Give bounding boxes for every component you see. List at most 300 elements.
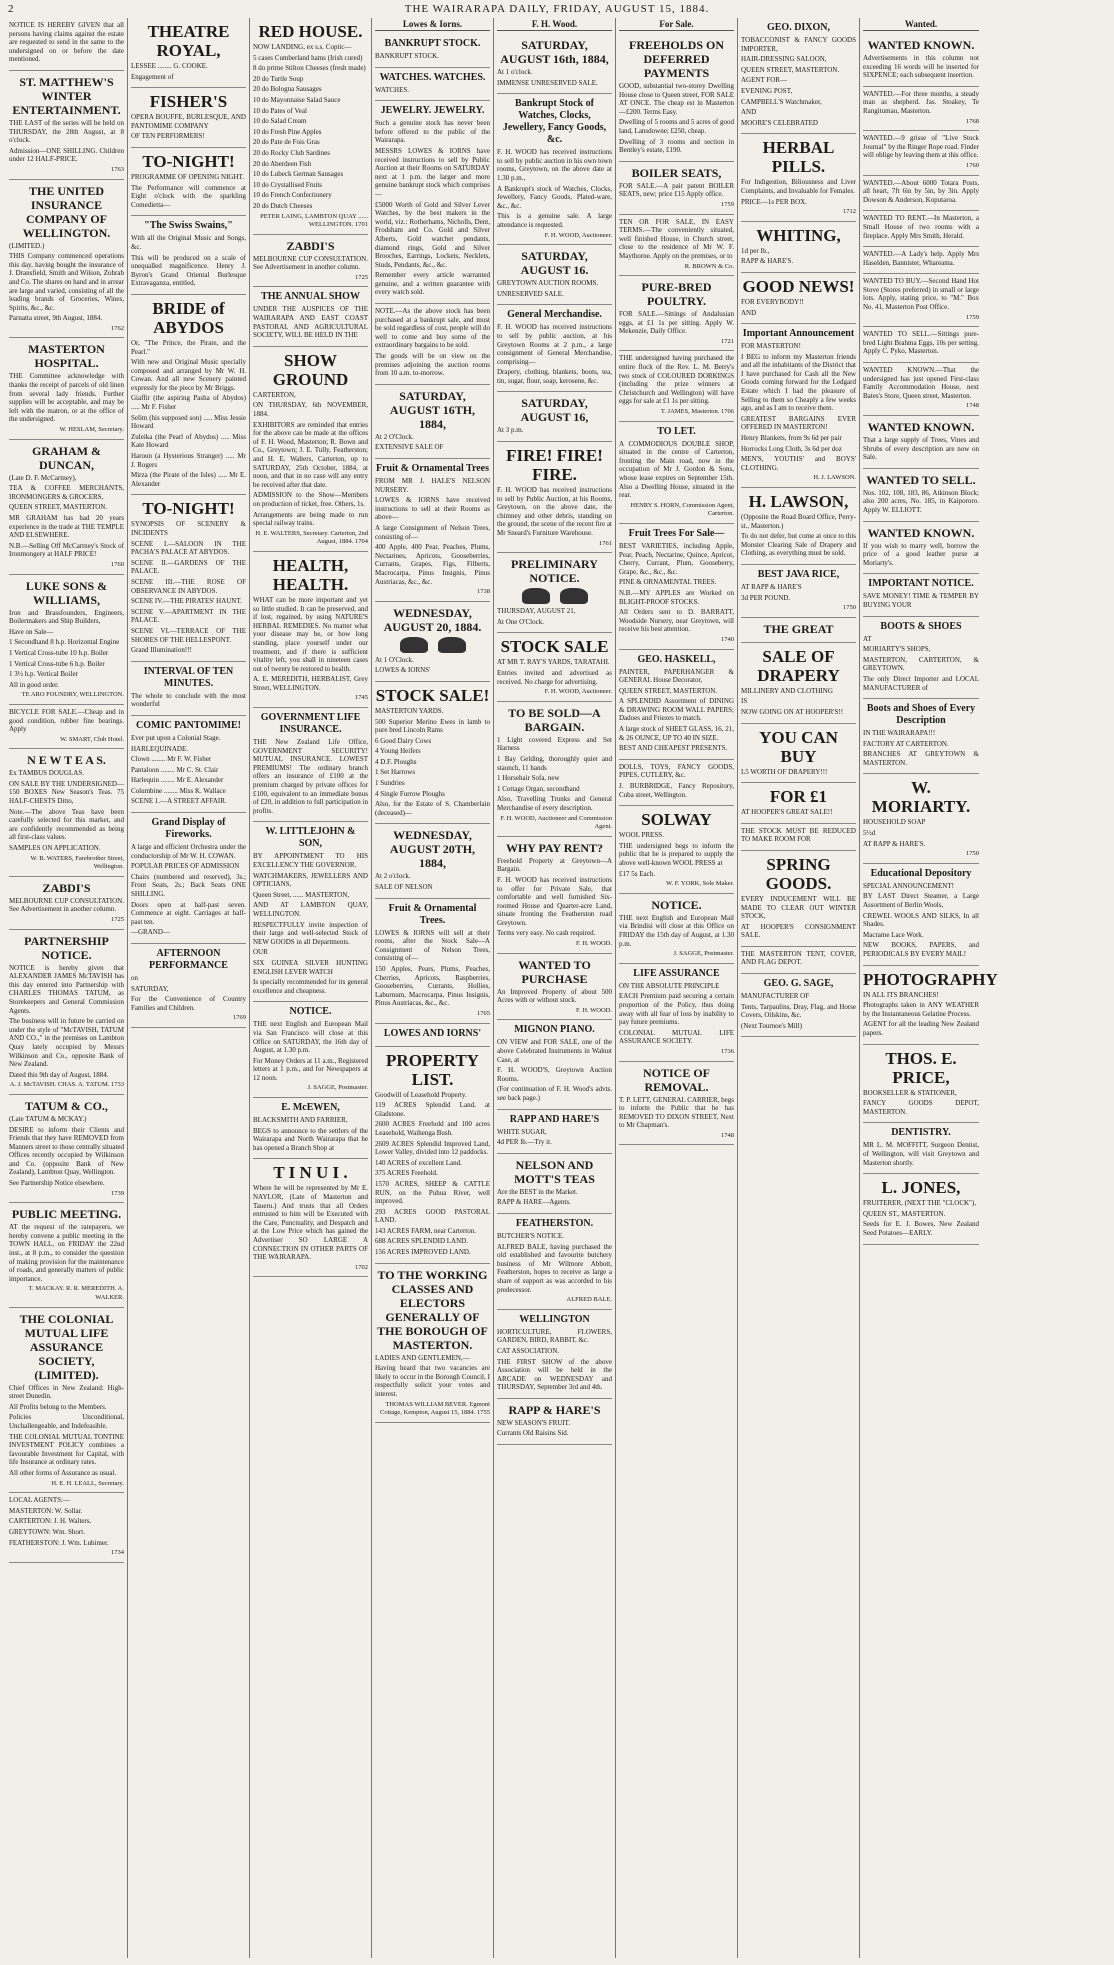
ad-body xyxy=(375,1354,490,1399)
ad-headline: PROPERTY LIST. xyxy=(386,1050,479,1089)
ad-line: F. H. WOOD has received instructions to offer for Private Sale, that comfortable and well furnished Six-roomed House and Quarter-acre Land, situate fronting the Featherston road Greytown. xyxy=(497,875,612,927)
ad-headline: FEATHERSTON. xyxy=(515,1217,594,1229)
ad-line: Ex TAMBUS DOUGLAS. xyxy=(9,769,84,778)
ad-body xyxy=(741,768,856,777)
advertisement xyxy=(497,392,612,442)
ad-line: BY APPOINTMENT TO HIS EXCELLENCY THE GOVERNOR. xyxy=(253,852,368,869)
ad-headline: T I N U I . xyxy=(273,1163,348,1183)
ad-headline: YOU CAN BUY xyxy=(759,727,838,766)
ad-body xyxy=(497,323,612,385)
advertisement xyxy=(9,180,124,339)
column-heading: Lowes & Iorns. xyxy=(375,18,490,31)
ad-headline: "The Swiss Swains," xyxy=(144,220,233,232)
ad-body xyxy=(9,242,124,323)
ad-body xyxy=(619,310,734,336)
ad-line: FEATHERSTON: J. Wm. Lubimer. xyxy=(9,1538,109,1547)
ad-line: PROGRAMME OF OPENING NIGHT. xyxy=(131,172,245,181)
ad-signature: THOMAS WILLIAM BEVER. Egmont Cottage, Kempton, August 15, 1884. 1755 xyxy=(380,1400,490,1417)
ad-headline: LOWES AND IORNS' xyxy=(383,1027,482,1039)
ad-line: MASTERTON: W. Sollar. xyxy=(9,1506,83,1515)
ad-body xyxy=(131,234,246,288)
advertisement xyxy=(497,837,612,954)
ad-headline: Fruit & Ornamental Trees xyxy=(375,463,490,474)
advertisement xyxy=(497,245,612,305)
cow-icon xyxy=(522,588,550,604)
ad-line: Policies Unconditional, Unchallengeable, and Indefeasible. xyxy=(9,1413,124,1430)
advertisement xyxy=(741,488,856,565)
ad-line: POPULAR PRICES OF ADMISSION xyxy=(131,862,240,871)
ad-line: UNRESERVED SALE. xyxy=(497,289,564,298)
ad-body xyxy=(741,583,856,602)
advertisement xyxy=(253,1098,368,1159)
ad-line: Engagement of xyxy=(131,72,174,81)
ad-signature: T. MACKAY. R. R. MEREDITH. A. WALKER. xyxy=(28,1285,124,1301)
ad-signature: 1750 xyxy=(843,604,856,612)
column-3 xyxy=(250,18,372,1958)
advertisement xyxy=(863,574,979,616)
ad-line: Parnatta street, 9th August, 1884. xyxy=(9,314,103,323)
ad-line: Chief Offices in New Zealand: High-street Dunedin. xyxy=(9,1383,124,1401)
ad-body xyxy=(131,734,246,806)
advertisement xyxy=(375,824,490,898)
ad-line: AT the request of the ratepayers, we hereby convene a public meeting in the TOWN HALL, on FRIDAY the 22nd inst., at 8 p.m., to consider the question of making provision for the maintenance of roads, and generally matters of public importance. xyxy=(9,1223,124,1283)
ad-line: Terms very easy. No cash required. xyxy=(497,929,596,938)
advertisement xyxy=(497,702,612,837)
ad-line: FROM MR J. HALE'S NELSON NURSERY. xyxy=(375,477,490,494)
ad-line: 1 Set Harrows xyxy=(375,768,416,777)
ad-headline: THE COLONIAL MUTUAL LIFE ASSURANCE SOCIETY, (LIMITED). xyxy=(19,1311,114,1382)
ad-headline: NOTICE OF REMOVAL. xyxy=(642,1065,710,1094)
ad-line: IS xyxy=(741,697,748,706)
advertisement xyxy=(619,964,734,1062)
ad-line: LOWES & IORNS will sell at their rooms, after the Stock Sale—A Consignment of Nelson Trees, consisting of— xyxy=(375,928,490,963)
ad-line: CARTERTON: J. H. Walters. xyxy=(9,1517,92,1526)
ad-body xyxy=(253,1184,368,1261)
ad-line: BRANCHES AT GREYTOWN & MASTERTON. xyxy=(863,750,979,767)
ad-line: OPERA BOUFFE, BURLESQUE, AND PANTOMIME COMPANY xyxy=(131,113,246,130)
ad-line: 143 ACRES FARM, near Carterton. xyxy=(375,1226,476,1235)
ad-body xyxy=(863,635,979,693)
ad-line: Is specially recommended for its general excellence and cheapness. xyxy=(253,978,368,995)
advertisement xyxy=(131,716,246,813)
ad-body xyxy=(375,1091,490,1257)
advertisement xyxy=(253,235,368,288)
ad-line: A large and efficient Orchestra under the conductorship of Mr W. H. COWAN. xyxy=(131,843,246,860)
ad-headline: SALE OF DRAPERY xyxy=(757,646,840,685)
ad-line: That a large supply of Trees, Vines and Shrubs of every description are now on Sale. xyxy=(863,436,979,462)
ad-line: 4 Single Furrow Ploughs xyxy=(375,789,445,798)
advertisement xyxy=(9,440,124,575)
ad-line: Ever put upon a Colonial Stage. xyxy=(131,733,221,742)
advertisement xyxy=(497,305,612,392)
ad-line: RAPP & HARE'S. xyxy=(741,257,794,266)
ad-line: 119 ACRES Splendid Land, at Gladstone. xyxy=(375,1101,490,1118)
ad-line: All Orders sent to D. BARRATT, Woodside Nursery, near Greytown, will receive his best attention. xyxy=(619,608,734,634)
advertisement xyxy=(863,327,979,363)
ad-line: FOR SALE.—Sittings of Andalusian eggs, at £1 1s per sitting. Apply W. Mekenzie, Daily Office. xyxy=(619,310,734,336)
ad-headline: GOVERNMENT LIFE INSURANCE. xyxy=(260,712,361,736)
ad-body xyxy=(619,542,734,634)
ad-headline: BOOTS & SHOES xyxy=(880,620,962,632)
ad-line: At 3 p.m. xyxy=(497,426,524,435)
ad-line: SCENE 1.—A STREET AFFAIR. xyxy=(131,797,227,806)
ad-body xyxy=(863,90,979,116)
ad-headline: Educational Depository xyxy=(870,867,972,879)
ad-body xyxy=(497,1419,612,1438)
advertisement xyxy=(375,1024,490,1047)
ad-line: EXHIBITORS are reminded that entries for the above can be made at the offices of F. H. Wood, Masterton; R. Bown and Co., Greytown; J. E. Tully, Featherston; and H. E. Walters, Carterton, up to SATURDAY, 25th October, 1884, at noon, and that in no case will any entry be received after that date. xyxy=(253,420,368,489)
ad-signature: 1760 xyxy=(111,560,124,568)
ad-line: (Late TATUM & MCKAY.) xyxy=(9,1114,87,1123)
ad-body xyxy=(9,964,124,1080)
column-heading: Wanted. xyxy=(863,18,979,31)
ad-body xyxy=(619,763,734,799)
ad-line: Seeds for E. J. Bowes, New Zealand Seed Potatoes—EARLY. xyxy=(863,1220,979,1237)
ad-line: HAIR-DRESSING SALOON, xyxy=(741,55,827,64)
ad-line: Dwelling of 3 rooms and section in Bentley's estate, £190. xyxy=(619,137,734,155)
ad-line: At One O'Clock. xyxy=(497,617,544,626)
ad-line: Henry Blankets, from 9s 6d per pair xyxy=(741,434,842,443)
ad-headline: L. JONES, xyxy=(881,1178,961,1198)
ad-signature: HENRY S. HORN, Commission Agent, Carterton. xyxy=(630,501,734,518)
ad-headline: ST. MATTHEW'S WINTER ENTERTAINMENT. xyxy=(12,74,121,117)
ad-line: WATCHES. xyxy=(375,85,410,94)
ad-line: Iron and Brassfounders, Engineers, Boilermakers and Ship Builders, xyxy=(9,608,124,626)
ad-body xyxy=(741,895,856,940)
ad-signature: 1734 xyxy=(111,1549,124,1557)
ad-line: Such a genuine stock has never been before offered to the public of the Wairarapa. xyxy=(375,119,490,145)
ad-body xyxy=(863,436,979,462)
advertisement xyxy=(131,18,246,88)
ad-line: BY LAST Direct Steamer, a Large Assortment of Berlin Wools, xyxy=(863,892,979,910)
ad-headline: PUBLIC MEETING. xyxy=(11,1207,122,1222)
ad-signature: W. SMART, Club Hotel. xyxy=(60,735,124,743)
advertisement xyxy=(375,459,490,602)
ad-line: 375 ACRES Freehold. xyxy=(375,1169,438,1178)
column-5 xyxy=(494,18,616,1958)
ad-line: TEN OR FOR SALE, IN EASY TERMS.—The conveniently situated, well finished House, in Church street, close to the residence of Mr W. F. Maythorne. Apply on the premises, or to xyxy=(619,217,734,260)
ad-line: RESPECTFULLY invite inspection of their large and well-selected Stock of NEW GOODS in all Departments. xyxy=(253,920,368,946)
ad-line: 156 ACRES IMPROVED LAND. xyxy=(375,1248,471,1257)
ad-line: Grand Illumination!!! xyxy=(131,646,192,655)
ad-body xyxy=(375,656,490,675)
ad-line: THE LAST of the series will be held on THURSDAY, the 28th August, at 8 o'clock. xyxy=(9,118,124,145)
advertisement xyxy=(9,877,124,930)
ad-body xyxy=(9,1384,124,1478)
ad-line: BICYCLE FOR SALE.—Cheap and in good condition, rubber fine bearings. Apply xyxy=(9,707,124,734)
ad-line: SALE OF NELSON xyxy=(375,883,433,892)
ad-line: Advertisements in this column not exceeding 16 words will be inserted for SIXPENCE; each subsequent insertion. xyxy=(863,54,979,80)
advertisement xyxy=(253,822,368,1002)
ad-body xyxy=(375,872,490,891)
ad-line: A large stock of SHEET GLASS, 16, 21, & 26 OUNCE, UP TO 40 IN SIZE. xyxy=(619,725,734,742)
ad-line: BEST AND CHEAPEST PRESENTS. xyxy=(619,744,728,753)
ad-headline: MIGNON PIANO. xyxy=(514,1024,595,1036)
advertisement xyxy=(375,304,490,385)
ad-line: Where he will be represented by Mr E. NAYLOR, (Late of Masterton and Taueru.) And trusts that all Orders entrusted to him will be Executed with the Care, Punctuality, and Despatch and at the Low Price which has gained the Advertiser SO LARGE A CONNECTION IN OTHER PARTS OF THE WAIRARAPA. xyxy=(253,1184,368,1262)
ad-headline: RAPP AND HARE'S xyxy=(509,1113,600,1125)
ad-line: MELBOURNE CUP CONSULTATION. See Advertisement in another column. xyxy=(9,896,124,914)
ad-line: WANTED.—9 grisse of "Live Stock Journal" by the Ringer Rope road. Finder will oblige by leaving them at this office. xyxy=(863,134,979,160)
ad-line: NEW BOOKS, PAPERS, and PERIODICALS BY EVERY MAIL! xyxy=(863,941,979,958)
ad-line: LOWES & IORNS have received instructions to sell at their Rooms as above— xyxy=(375,496,490,522)
advertisement xyxy=(619,894,734,964)
ad-headline: TO LET. xyxy=(657,425,696,437)
ad-line: AGENT for all the leading New Zealand papers. xyxy=(863,1020,979,1037)
ad-headline: HEALTH, HEALTH. xyxy=(272,555,349,594)
ad-signature: H. E. WALTERS, Secretary. Carterton, 2nd August, 1884. 1704 xyxy=(255,529,368,546)
advertisement xyxy=(863,1045,979,1124)
ad-body xyxy=(9,1115,124,1188)
ad-headline: TO-NIGHT! xyxy=(142,499,235,519)
ad-headline: LUKE SONS & WILLIAMS, xyxy=(25,578,108,607)
ad-body xyxy=(131,173,246,209)
ad-signature: R. BROWN & Co. xyxy=(684,262,734,270)
ad-line: A Bankrupt's stock of Watches, Clocks, Jewellery, Fancy Goods, Plated-ware, &c., &c. xyxy=(497,184,612,210)
advertisement xyxy=(9,1203,124,1307)
advertisement xyxy=(863,522,979,575)
ad-body xyxy=(497,1328,612,1392)
ad-line: Chairs (numbered and reserved), 3s.; Front Seats, 2s.; Back Seats ONE SHILLING. xyxy=(131,872,246,899)
ad-line: THURSDAY, AUGUST 21, xyxy=(497,607,576,616)
ad-line: THIS Company commenced operations this day, having bought the insurance of J. Dransfield, Smith and Wilson, Zohrab and Co. The shares on hand and in arrear are large and varied, consisting of all the leading brands of Groceries, Wines, Spirits, &c., &c. xyxy=(9,252,124,312)
ad-body xyxy=(9,474,124,559)
ad-line: At 2 o'clock. xyxy=(375,872,411,881)
ad-headline: WANTED KNOWN. xyxy=(867,420,975,434)
ad-line: IN ALL ITS BRANCHES! xyxy=(863,990,939,999)
advertisement xyxy=(253,18,368,235)
ad-line: QUEEN STREET, MASTERTON. xyxy=(9,503,108,512)
ad-line: on xyxy=(131,974,138,982)
ad-line: SCENE V.—APARTMENT IN THE PALACE. xyxy=(131,607,246,625)
advertisement xyxy=(497,442,612,553)
ad-line: AT MR T. RAY'S YARDS, TARATAHI. xyxy=(497,658,610,667)
ad-signature: 1759 xyxy=(966,313,979,321)
ad-headline: TO THE WORKING CLASSES AND ELECTORS GENERALLY OF THE BOROUGH OF MASTERTON. xyxy=(377,1267,488,1352)
ad-line: MANUFACTURER OF xyxy=(741,992,810,1001)
masthead xyxy=(0,0,1114,18)
ad-signature: 1725 xyxy=(111,916,124,923)
ad-line: 293 ACRES GOOD PASTORAL LAND. xyxy=(375,1207,490,1225)
ad-line: Horrocks Long Cloth, 3s 6d per doz xyxy=(741,444,842,453)
ad-line: Arrangements are being made to run special railway trains. xyxy=(253,510,368,528)
ad-headline: SATURDAY, AUGUST 16TH, 1884, xyxy=(389,388,476,431)
ad-body xyxy=(9,119,124,164)
ad-body xyxy=(741,827,856,844)
advertisement xyxy=(9,338,124,439)
ad-line: Pantaloon ........ Mr C. St. Clair xyxy=(131,765,219,774)
ad-body xyxy=(863,729,979,767)
ad-headline: BANKRUPT STOCK. xyxy=(384,38,481,49)
ad-headline: WEDNESDAY, AUGUST 20TH, 1884, xyxy=(389,828,476,871)
ad-line: (Late D. F. McCartney), xyxy=(9,473,77,482)
ad-line: 8 do prime Stilton Cheeses (fresh made) xyxy=(253,64,366,73)
ad-line: LESSEE ........ G. COOKE. xyxy=(131,62,208,70)
ad-signature: F. H. WOOD, Auctioneer. xyxy=(544,688,612,696)
ad-line: F. H. WOOD has received instructions to sell by public auction in his own town rooms, Greytown, on the above date at 1.30 p.m., xyxy=(497,148,612,182)
ad-line: £5000 Worth of Gold and Silver Lever Watches, by the best makers in the world, viz.: Rotherhams, Nicholls, Dent, Frodsham and Co. Gold and Silver Alberts, Gold watchet pendants, diamond rings, Gold and Silver Brooches, Earrings, Lockets, Necklets, Studs, Pendants, &c., &c. xyxy=(375,200,490,269)
ad-line: AND xyxy=(741,308,757,317)
advertisement xyxy=(863,864,979,966)
ad-headline: Fruit & Ornamental Trees. xyxy=(388,902,477,926)
advertisement xyxy=(863,211,979,247)
ad-line: NOW LANDING, ex s.s. Coptic— xyxy=(253,43,352,51)
ad-line: Tents, Tarpaulins, Dray, Flag, and Horse Covers, Oilskins, &c. xyxy=(741,1002,856,1020)
advertisement xyxy=(497,633,612,701)
ad-body xyxy=(741,992,856,1030)
ad-body xyxy=(863,818,979,848)
ad-body xyxy=(619,440,734,500)
ad-headline: JEWELRY. JEWELRY. xyxy=(380,105,485,117)
ad-line: Are the BEST in the Market. xyxy=(497,1187,578,1196)
ad-body xyxy=(741,808,856,817)
ad-line: N.B.—Selling Off McCartney's Stock of Ironmongery at HALF PRICE! xyxy=(9,541,124,559)
ad-headline: ZABDI'S xyxy=(42,880,91,895)
ad-signature: 1745 xyxy=(355,694,368,702)
ad-line: ON VIEW and FOR SALE, one of the above Celebrated Instruments in Walnut Case, at xyxy=(497,1038,612,1064)
ad-headline: Bankrupt Stock of Watches, Clocks, Jewellery, Fancy Goods, &c. xyxy=(502,98,607,146)
ad-body xyxy=(619,354,734,406)
ad-line: 20 do Dutch Cheeses xyxy=(253,201,313,210)
ad-line: NOTE.—As the above stock has been purchased at a bankrupt sale, and must be sold regardless of cost, people will do well to come and buy some of the extraordinary bargains to be sold. xyxy=(375,307,490,350)
advertisement xyxy=(131,88,246,148)
ad-line: FACTORY AT CARTERTON. xyxy=(863,739,949,748)
advertisement xyxy=(863,87,979,131)
ad-line: Goodwill of Leasehold Property. xyxy=(375,1090,467,1099)
ad-signature: 1712 xyxy=(843,208,856,216)
advertisement xyxy=(131,495,246,661)
ad-line: AT HOOPER'S GREAT SALE!! xyxy=(741,808,833,817)
ad-body xyxy=(497,1188,612,1207)
ad-body xyxy=(497,857,612,938)
advertisement xyxy=(497,34,612,94)
ad-line: WHAT can be more important and yet so little studied. It can be preserved, and if lost, regained, by using NATURE'S HERBAL REMEDIES. No matter what your disease may be, or how long standing, place yourself under our treatment, and if there is sufficient vitality left, you shall in nineteen cases out of twenty be restored to health. xyxy=(253,595,368,673)
ad-line: 2609 ACRES Splendid Improved Land, Lower Valley, divided into 12 paddocks. xyxy=(375,1139,490,1157)
ad-line: Giaffir (the aspiring Pasha of Abydos) ..... Mr F. Fisher xyxy=(131,394,246,412)
ad-line: 1570 ACRES, SHEEP & CATTLE RUN, on the Puhua River, well improved. xyxy=(375,1179,490,1206)
ad-headline: BRIDE of ABYDOS xyxy=(152,298,225,337)
advertisement xyxy=(253,552,368,708)
ad-line: Freehold Property at Greytown—A Bargain. xyxy=(497,856,612,874)
advertisement xyxy=(9,71,124,180)
ad-signature: 1750 xyxy=(966,850,979,858)
ad-headline: BEST JAVA RICE, xyxy=(757,568,840,580)
ad-line: —GRAND— xyxy=(131,928,170,937)
ad-signature: F. H. WOOD, Auctioneer and Commission Agent. xyxy=(500,814,612,831)
ad-body xyxy=(863,277,979,311)
ad-line: An Improved Property of about 500 Acres with or without stock. xyxy=(497,987,612,1005)
ad-line: Having heard that two vacancies are likely to occur in the Borough Council, I respectfully solicit your votes and interest. xyxy=(375,1364,490,1399)
ad-line: EVERY INDUCEMENT WILL BE MADE TO CLEAR OUT WINTER STOCK, xyxy=(741,894,856,921)
ad-body xyxy=(863,1141,979,1167)
ad-line: UNDER THE AUSPICES OF THE WAIRARAPA AND EAST COAST PASTORAL AND AGRICULTURAL SOCIETY, WILL BE HELD IN THE xyxy=(253,305,368,340)
advertisement xyxy=(497,1110,612,1154)
ad-headline: FIRE! FIRE! FIRE. xyxy=(506,446,603,485)
ad-body xyxy=(375,477,490,586)
ad-line: AND AT LAMBTON QUAY, WELLINGTON. xyxy=(253,901,368,918)
ad-line: At 1 o'clock. xyxy=(497,68,533,76)
ad-signature: 1748 xyxy=(721,1131,734,1139)
ad-line: F. H. WOOD has received instructions to sell by public auction, at his Greytown Rooms at 2 p.m., a large consignment of General Merchandise, comprising— xyxy=(497,323,612,366)
ad-line: ON THURSDAY, 6th NOVEMBER, 1884. xyxy=(253,401,368,419)
ad-line: Entries invited and advertised as received. No charge for advertising. xyxy=(497,669,612,686)
ad-headline: SATURDAY, AUGUST 16, xyxy=(520,396,589,425)
ad-headline: SOLWAY xyxy=(641,810,712,830)
ad-signature: 1725 xyxy=(355,273,368,281)
ad-line: GREYTOWN: Wm. Short. xyxy=(9,1527,85,1536)
ad-body xyxy=(375,52,490,61)
ad-line: FOR EVERYBODY!! xyxy=(741,297,804,306)
advertisement xyxy=(375,68,490,102)
ad-headline: DENTISTRY. xyxy=(891,1127,951,1139)
ad-line: LOCAL AGENTS:— xyxy=(9,1496,70,1505)
ad-headline: WANTED TO PURCHASE xyxy=(518,957,591,986)
advertisement xyxy=(375,101,490,304)
ad-line: This will be produced on a scale of unequalled magnificence. Henry J. Byron's Grand Oriental Burlesque Extravaganza, entitled, xyxy=(131,253,246,288)
ad-line: WATCHMAKERS, JEWELLERS AND OPTICIANS, xyxy=(253,871,368,889)
ad-line: AT RAPP & HARE'S xyxy=(741,582,802,591)
ad-line: 10 do Mayonnaise Salad Sauce xyxy=(253,95,341,104)
ad-line: BOOKSELLER & STATIONER, xyxy=(863,1088,957,1097)
ad-line: NOTICE is hereby given that ALEXANDER JAMES McTAVISH has this day entered into Partnership with CHARLES THOMAS TATUM, as Storekeepers and General Commission Agents. xyxy=(9,963,124,1015)
ad-line: MEN'S, YOUTHS' and BOYS' CLOTHING. xyxy=(741,455,856,472)
ad-line: 1 Cottage Organ, secondhand xyxy=(497,784,580,793)
advertisement xyxy=(131,662,246,716)
ad-body xyxy=(253,1020,368,1082)
ad-headline: WANTED KNOWN. xyxy=(867,525,975,540)
ad-body xyxy=(497,1038,612,1102)
ad-headline: FOR £1 xyxy=(769,787,828,807)
ad-body xyxy=(9,769,124,852)
advertisement xyxy=(9,705,124,749)
advertisement xyxy=(131,295,246,496)
ad-signature: A. J. McTAVISH. CHAS. A. TATUM. 1733 xyxy=(9,1081,124,1089)
ad-line: (LIMITED.) xyxy=(9,241,45,250)
ad-headline: THE ANNUAL SHOW xyxy=(261,291,360,303)
ad-line: DESIRE to inform their Clients and Friends that they have REMOVED from Manners street to those centrally situated Offices recently occupied by Wilkinson and Co. (opposite Bank of New Zealand), Lambton Quay, Wellington. xyxy=(9,1125,124,1177)
ad-line: If you wish to marry well, borrow the price of a good leather purse at Moriarty's. xyxy=(863,541,979,567)
ad-headline: WANTED KNOWN. xyxy=(867,38,975,52)
ad-body xyxy=(131,692,246,709)
ad-body xyxy=(741,950,856,967)
ad-line: 10 do Lubeck German Sausages xyxy=(253,170,344,179)
ad-line: QUEEN STREET, MASTERTON. xyxy=(619,686,718,695)
ad-headline: FREEHOLDS ON DEFERRED PAYMENTS xyxy=(628,38,724,80)
ad-signature: J. SAGGE, Postmaster. xyxy=(307,1084,368,1092)
ad-line: FOR SALE.—A pair patent BOILER SEATS, new; price £15 Apply office. xyxy=(619,181,734,199)
ad-headline: Fruit Trees For Sale— xyxy=(628,527,725,539)
ad-body xyxy=(375,433,490,452)
ad-body xyxy=(741,513,856,558)
advertisement xyxy=(863,247,979,274)
ad-body xyxy=(863,179,979,205)
ad-line: SCENE II.—GARDENS OF THE PALACE. xyxy=(131,558,246,576)
ad-line: QUEEN STREET, MASTERTON. xyxy=(741,65,840,74)
ad-line: 20 do Turtle Soup xyxy=(253,74,304,83)
ad-headline: N E W T E A S. xyxy=(27,753,106,768)
ad-headline: WELLINGTON xyxy=(519,1313,590,1325)
advertisement xyxy=(863,774,979,863)
advertisement xyxy=(741,222,856,273)
ad-line: 4 Young Heifers xyxy=(375,747,421,756)
advertisement xyxy=(375,385,490,459)
ad-headline: TO BE SOLD—A BARGAIN. xyxy=(508,705,601,734)
ad-line: ON SALE BY THE UNDERSIGNED—150 BOXES New Season's Teas. 75 HALF-CHESTS Ditto, xyxy=(9,779,124,806)
ad-headline: GEO. G. SAGE, xyxy=(763,978,834,990)
ad-body xyxy=(497,1128,612,1147)
ad-body xyxy=(131,843,246,937)
ad-body xyxy=(863,991,979,1038)
